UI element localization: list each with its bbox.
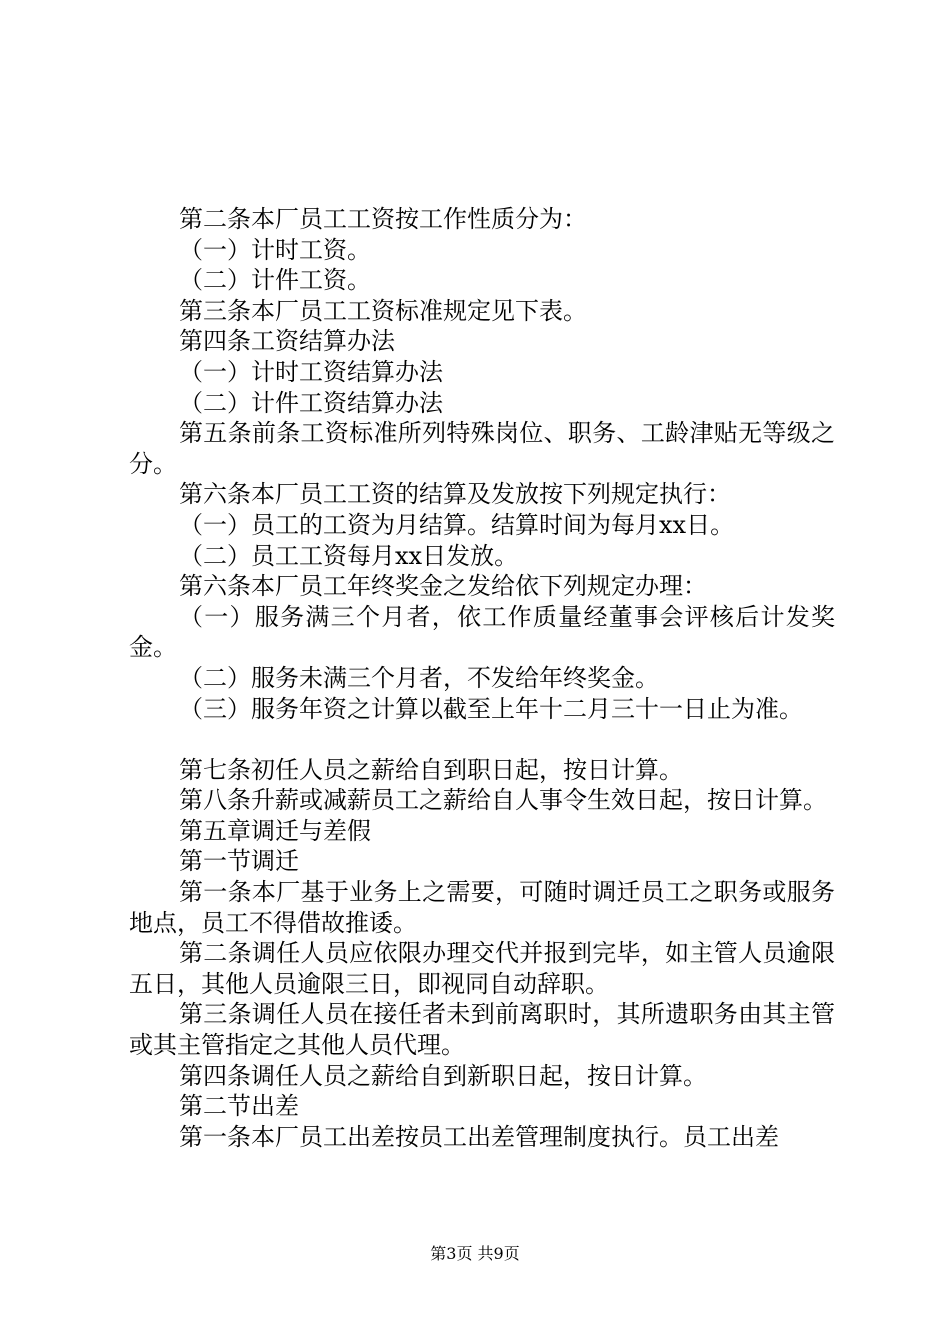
paragraph: （一）计时工资。 <box>179 235 371 264</box>
document-body <box>129 204 835 1152</box>
paragraph: （二）计件工资结算办法 <box>179 388 443 417</box>
paragraph: 第六条本厂员工年终奖金之发给依下列规定办理： <box>179 572 707 601</box>
paragraph: 第四条工资结算办法 <box>179 327 395 356</box>
page-footer <box>0 1244 950 1264</box>
section-heading: 第二节出差 <box>179 1092 299 1121</box>
paragraph: （二）计件工资。 <box>179 266 371 295</box>
paragraph: 第二条本厂员工工资按工作性质分为： <box>179 205 587 233</box>
chapter-heading: 第五章调迁与差假 <box>179 816 371 845</box>
page-number-label: 第3页 共9页 <box>430 1244 520 1263</box>
paragraph: 第七条初任人员之薪给自到职日起，按日计算。 <box>179 755 683 784</box>
paragraph: 第三条调任人员在接任者未到前离职时，其所遗职务由其主管或其主管指定之其他人员代理。 <box>129 1000 835 1060</box>
section-heading: 第一节调迁 <box>179 847 299 876</box>
paragraph: （二）员工工资每月xx日发放。 <box>179 541 519 570</box>
paragraph: （一）员工的工资为月结算。结算时间为每月xx日。 <box>179 510 735 539</box>
paragraph: （三）服务年资之计算以截至上年十二月三十一日止为准。 <box>179 694 803 723</box>
paragraph: 第三条本厂员工工资标准规定见下表。 <box>179 296 587 325</box>
paragraph: （二）服务未满三个月者，不发给年终奖金。 <box>179 663 659 692</box>
paragraph: 第一条本厂基于业务上之需要，可随时调迁员工之职务或服务地点，员工不得借故推诿。 <box>129 878 835 937</box>
paragraph: （一）服务满三个月者，依工作质量经董事会评核后计发奖金。 <box>129 602 835 662</box>
paragraph: （一）计时工资结算办法 <box>179 357 443 386</box>
paragraph: 第八条升薪或减薪员工之薪给自人事令生效日起，按日计算。 <box>179 786 827 815</box>
paragraph: 第五条前条工资标准所列特殊岗位、职务、工龄津贴无等级之分。 <box>129 419 835 478</box>
paragraph: 第六条本厂员工工资的结算及发放按下列规定执行： <box>179 480 731 509</box>
paragraph: 第一条本厂员工出差按员工出差管理制度执行。员工出差 <box>179 1122 779 1151</box>
paragraph: 第四条调任人员之薪给自到新职日起，按日计算。 <box>179 1061 707 1090</box>
paragraph: 第二条调任人员应依限办理交代并报到完毕，如主管人员逾限五日，其他人员逾限三日，即视同自动辞职。 <box>129 939 835 998</box>
